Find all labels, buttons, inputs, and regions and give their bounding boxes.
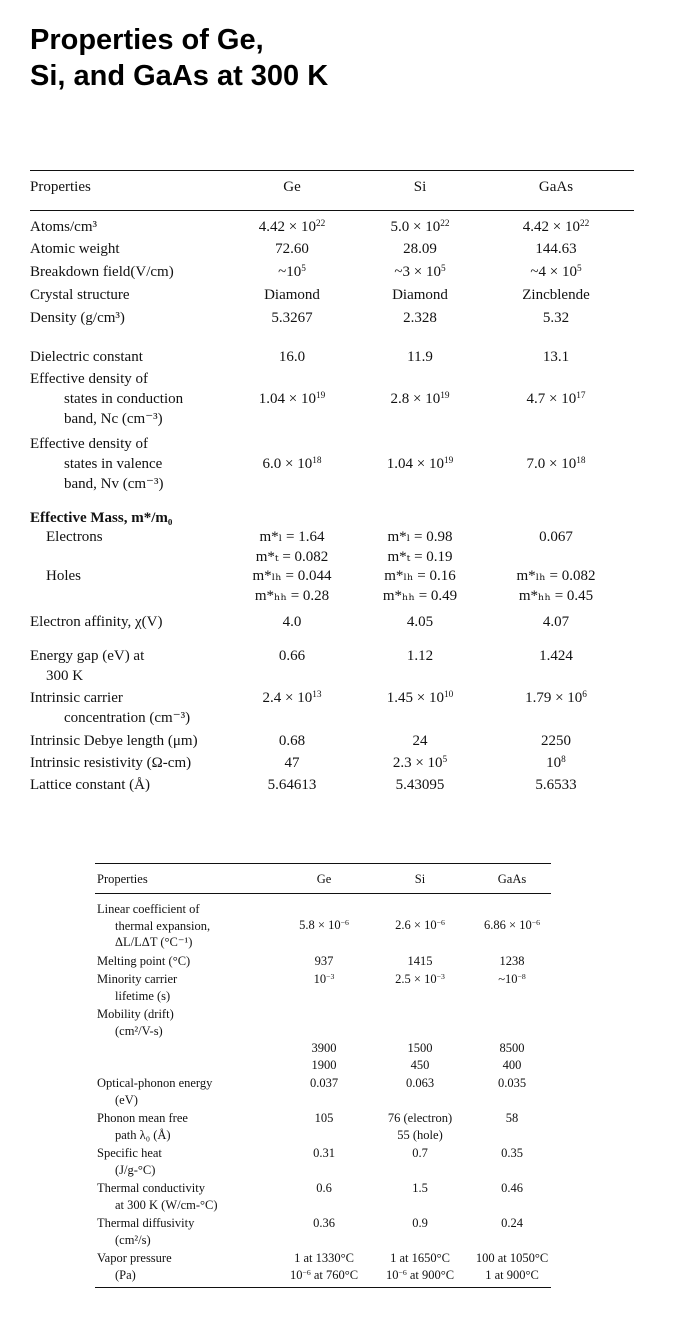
table1-cell-si: m*ₗₕ = 0.16 bbox=[384, 568, 456, 584]
table1-cell-gaas: $7.0 \times 10^{18}$ bbox=[526, 455, 586, 472]
table1-cell-ge: m*ₗ = 1.64 bbox=[259, 529, 325, 545]
table2-cell-si: 55 (hole) bbox=[397, 1127, 443, 1142]
table1-cell-gaas: m*ₕₕ = 0.45 bbox=[518, 588, 594, 604]
table2-cell-si: 450 bbox=[410, 1057, 430, 1072]
table2-cell-si: 76 (electron) bbox=[387, 1111, 453, 1125]
table2-cell-gaas: $6.86 \times 10^{-6}$ bbox=[484, 917, 540, 932]
table1-row-label: Energy gap (eV) at bbox=[30, 648, 145, 664]
table1-cell-gaas: $4.42 \times 10^{22}$ bbox=[522, 218, 590, 235]
table1-cell-gaas: $10^8$ bbox=[546, 754, 566, 771]
table2-row-label: Minority carrier bbox=[97, 972, 178, 986]
table2-cell-ge: $10^{-3}$ bbox=[313, 971, 335, 986]
table1-cell-ge: 72.60 bbox=[275, 241, 309, 257]
table2-row-label: Thermal conductivity bbox=[97, 1181, 205, 1195]
table2-cell-gaas: 58 bbox=[505, 1111, 519, 1125]
table1-rule bbox=[30, 170, 634, 171]
table2-cell-gaas: 0.035 bbox=[497, 1076, 527, 1090]
table1-row-label: Electrons bbox=[46, 529, 103, 545]
table2-row-label: Mobility (drift) bbox=[97, 1007, 174, 1021]
table2-cell-ge: 0.6 bbox=[316, 1181, 332, 1195]
table1-cell-si: $2.8 \times 10^{19}$ bbox=[390, 390, 450, 407]
table2-row-label: at 300 K (W/cm-°C) bbox=[115, 1197, 218, 1212]
table1-row-label: Intrinsic resistivity (Ω-cm) bbox=[30, 755, 192, 771]
table1-cell-gaas: 5.32 bbox=[542, 310, 570, 326]
table1-row-label: band, Nv (cm⁻³) bbox=[64, 476, 164, 492]
table1-cell-ge: 16.0 bbox=[278, 349, 306, 365]
table1-cell-si: m*ₗ = 0.98 bbox=[387, 529, 453, 545]
table2-cell-ge: $10^{-6}$ at 760°C bbox=[289, 1267, 359, 1282]
table1-cell-gaas: 1.424 bbox=[539, 648, 573, 664]
title-line-2: Si, and GaAs at 300 K bbox=[30, 60, 329, 92]
table2-cell-si: 1500 bbox=[407, 1041, 433, 1055]
table1-cell-ge: 5.64613 bbox=[267, 777, 317, 793]
table2-cell-si: 1.5 bbox=[412, 1181, 428, 1195]
table2-row-label: Thermal diffusivity bbox=[97, 1216, 195, 1230]
table2-cell-si: 0.7 bbox=[412, 1146, 428, 1160]
table2-header-gaas: GaAs bbox=[497, 872, 527, 886]
table2-row-label: path λ₀ (Å) bbox=[115, 1127, 171, 1142]
table1-cell-si: ~3 × $10^5$ bbox=[394, 263, 446, 280]
table2-cell-si: $2.6 \times 10^{-6}$ bbox=[395, 917, 445, 932]
table1-row-label: Electron affinity, χ(V) bbox=[30, 614, 163, 630]
table2-cell-si: 0.063 bbox=[405, 1076, 435, 1090]
table1-cell-ge: $1.04 \times 10^{19}$ bbox=[258, 390, 326, 407]
table1-header-properties: Properties bbox=[30, 179, 91, 195]
table2-cell-si: $2.5 \times 10^{-3}$ bbox=[395, 971, 445, 986]
table1-cell-gaas: ~4 × $10^5$ bbox=[530, 263, 582, 280]
table2-row-label: (Pa) bbox=[115, 1267, 136, 1282]
table1-row-label: Breakdown field(V/cm) bbox=[30, 264, 174, 280]
table2-row-label: (eV) bbox=[115, 1092, 138, 1107]
table2-header-ge: Ge bbox=[316, 872, 332, 886]
table1-row-label: concentration (cm⁻³) bbox=[64, 710, 191, 726]
table2-row-label: Phonon mean free bbox=[97, 1111, 188, 1125]
table1-cell-ge: m*ₕₕ = 0.28 bbox=[254, 588, 330, 604]
table2-row-label: (cm²/s) bbox=[115, 1232, 151, 1247]
table1-row-label: Holes bbox=[46, 568, 81, 584]
table2-row-label: (J/g-°C) bbox=[115, 1162, 156, 1177]
table1-cell-ge: m*ₜ = 0.082 bbox=[255, 549, 329, 565]
table1-cell-gaas: 5.6533 bbox=[535, 777, 577, 793]
table1-cell-ge: $2.4 \times 10^{13}$ bbox=[262, 689, 322, 706]
table2-row-label: thermal expansion, bbox=[115, 918, 211, 933]
table1-cell-ge: $4.42 \times 10^{22}$ bbox=[258, 218, 326, 235]
table2-rule bbox=[95, 893, 551, 894]
table1-header-ge: Ge bbox=[283, 179, 301, 195]
table1-cell-gaas: 4.07 bbox=[542, 614, 570, 630]
table1-cell-ge: m*ₗₕ = 0.044 bbox=[252, 568, 332, 584]
table1-cell-si: $2.3 \times 10^5$ bbox=[392, 754, 448, 771]
page-title bbox=[30, 22, 328, 94]
table1-cell-si: 24 bbox=[412, 733, 428, 749]
table2-cell-ge: 3900 bbox=[311, 1041, 337, 1055]
table2-cell-ge: 0.36 bbox=[313, 1216, 335, 1230]
table1-cell-ge: $6.0 \times 10^{18}$ bbox=[262, 455, 322, 472]
table2-cell-gaas: 400 bbox=[502, 1057, 522, 1072]
table1-row-label: Effective Mass, m*/m₀ bbox=[30, 510, 173, 526]
table1-row-label: Crystal structure bbox=[30, 287, 130, 303]
table1-cell-gaas: 144.63 bbox=[535, 241, 577, 257]
table2-cell-gaas: 0.46 bbox=[501, 1181, 523, 1195]
table1-cell-ge: 4.0 bbox=[282, 614, 302, 630]
table2-cell-gaas: 1 at 900°C bbox=[485, 1267, 539, 1282]
table2-cell-gaas: 1238 bbox=[499, 954, 525, 968]
table1-cell-ge: Diamond bbox=[264, 287, 320, 303]
table2-rule bbox=[95, 863, 551, 864]
table2-row-label: Melting point (°C) bbox=[97, 954, 191, 968]
table1-row-label: states in valence bbox=[64, 456, 163, 472]
table1-cell-gaas: $1.79 \times 10^6$ bbox=[525, 689, 587, 706]
table1-cell-si: $5.0 \times 10^{22}$ bbox=[390, 218, 450, 235]
table1-row-label: Intrinsic carrier bbox=[30, 690, 123, 706]
table1-row-label: Atomic weight bbox=[30, 241, 120, 257]
table2-header-properties: Properties bbox=[97, 872, 148, 886]
table1-cell-ge: $\sim 10^5$ bbox=[278, 263, 306, 280]
table1-header-si: Si bbox=[413, 179, 427, 195]
table2-cell-gaas: 0.35 bbox=[501, 1146, 523, 1160]
table1-cell-si: m*ₕₕ = 0.49 bbox=[382, 588, 458, 604]
table2-row-label: (cm²/V-s) bbox=[115, 1023, 163, 1038]
table1-cell-ge: 5.3267 bbox=[271, 310, 313, 326]
table1-row-label: Intrinsic Debye length (μm) bbox=[30, 733, 198, 749]
table2-cell-gaas: 0.24 bbox=[501, 1216, 523, 1230]
table1-cell-si: Diamond bbox=[392, 287, 448, 303]
table1-cell-ge: 0.68 bbox=[278, 733, 306, 749]
table1-cell-si: m*ₜ = 0.19 bbox=[387, 549, 453, 565]
table1-rule bbox=[30, 210, 634, 211]
table2-cell-si: $10^{-6}$ at 900°C bbox=[385, 1267, 455, 1282]
table1-row-label: Atoms/cm³ bbox=[30, 219, 97, 235]
table1-cell-si: 1.12 bbox=[406, 648, 434, 664]
table1-cell-si: $1.04 \times 10^{19}$ bbox=[386, 455, 454, 472]
table2-cell-si: 1 at 1650°C bbox=[390, 1251, 450, 1265]
table2-cell-si: 0.9 bbox=[412, 1216, 428, 1230]
table1-cell-si: $1.45 \times 10^{10}$ bbox=[386, 689, 454, 706]
table2-cell-ge: 0.31 bbox=[313, 1146, 335, 1160]
table1-cell-gaas: 0.067 bbox=[539, 529, 573, 545]
table1-cell-si: 2.328 bbox=[403, 310, 437, 326]
table1-row-label: band, Nc (cm⁻³) bbox=[64, 411, 163, 427]
table1-row-label: Effective density of bbox=[30, 371, 149, 387]
table2-cell-gaas: $\sim 10^{-8}$ bbox=[498, 971, 526, 986]
table1-cell-si: 5.43095 bbox=[395, 777, 445, 793]
table1-row-label: Effective density of bbox=[30, 436, 149, 452]
table1-cell-ge: 47 bbox=[284, 755, 300, 771]
table2-cell-ge: 0.037 bbox=[309, 1076, 339, 1090]
table1-row-label: 300 K bbox=[46, 668, 84, 684]
table2-row-label: Linear coefficient of bbox=[97, 902, 200, 916]
table1-cell-gaas: $4.7 \times 10^{17}$ bbox=[526, 390, 586, 407]
table2-cell-ge: $5.8 \times 10^{-6}$ bbox=[299, 917, 349, 932]
table2-cell-ge: 105 bbox=[314, 1111, 334, 1125]
table2-header-si: Si bbox=[414, 872, 426, 886]
table2-cell-ge: 1 at 1330°C bbox=[294, 1251, 354, 1265]
table1-cell-si: 11.9 bbox=[407, 349, 433, 365]
table1-cell-gaas: 2250 bbox=[541, 733, 571, 749]
table2-bottom-rule bbox=[95, 1287, 551, 1288]
table2-row-label: Vapor pressure bbox=[97, 1251, 172, 1265]
table1-header-gaas: GaAs bbox=[538, 179, 574, 195]
table2-row-label: ΔL/LΔT (°C⁻¹) bbox=[115, 935, 193, 949]
table1-cell-gaas: Zincblende bbox=[522, 287, 590, 303]
title-line-1: Properties of Ge, bbox=[30, 24, 264, 56]
table1-cell-gaas: 13.1 bbox=[542, 349, 570, 365]
table1-row-label: states in conduction bbox=[64, 391, 184, 407]
table1-cell-si: 28.09 bbox=[403, 241, 437, 257]
table1-cell-si: 4.05 bbox=[406, 614, 434, 630]
table2-cell-gaas: 8500 bbox=[499, 1041, 525, 1055]
table1-row-label: Dielectric constant bbox=[30, 349, 143, 365]
table2-cell-ge: 1900 bbox=[311, 1057, 337, 1072]
table2-cell-ge: 937 bbox=[314, 954, 334, 968]
table1-cell-ge: 0.66 bbox=[278, 648, 306, 664]
table2-row-label: Specific heat bbox=[97, 1146, 162, 1160]
table2-row-label: lifetime (s) bbox=[115, 988, 171, 1003]
table1-cell-gaas: m*ₗₕ = 0.082 bbox=[516, 568, 596, 584]
table2-cell-gaas: 100 at 1050°C bbox=[475, 1251, 549, 1265]
table1-row-label: Lattice constant (Å) bbox=[30, 777, 150, 793]
table2-row-label: Optical-phonon energy bbox=[97, 1076, 213, 1090]
table2-cell-si: 1415 bbox=[407, 954, 433, 968]
table1-row-label: Density (g/cm³) bbox=[30, 310, 125, 326]
